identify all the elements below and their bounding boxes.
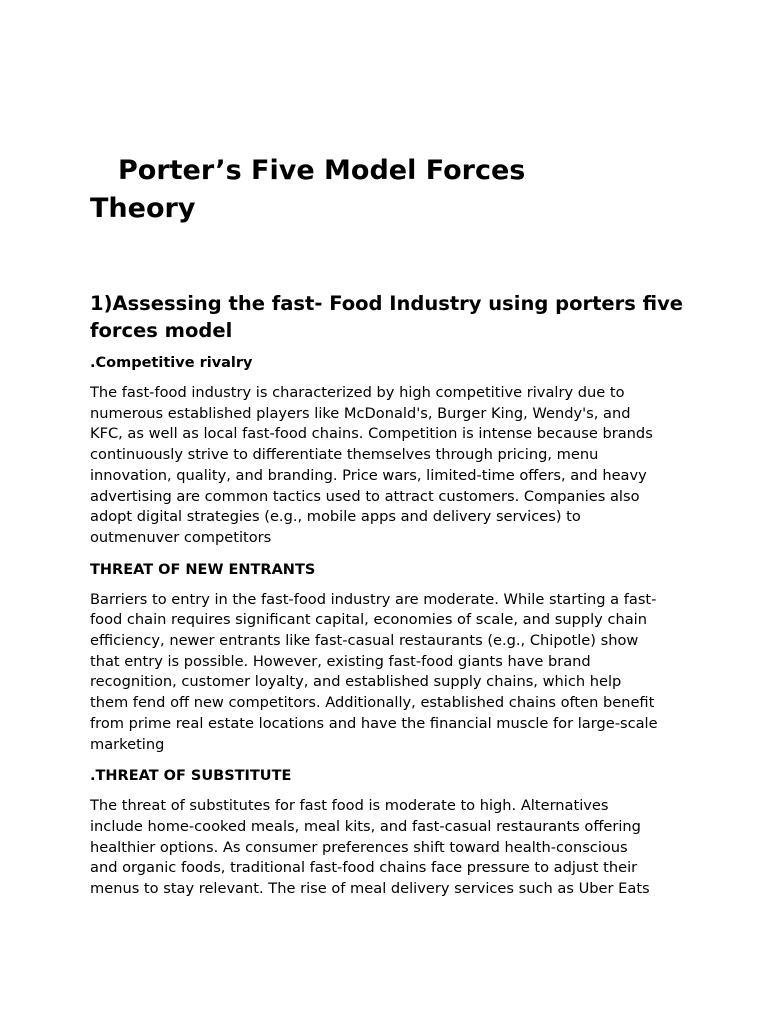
heading-threat-of-substitute: .THREAT OF SUBSTITUTE [90,768,292,785]
section-heading: 1)Assessing the fast- Food Industry using porters five forces model [90,292,684,342]
document-title [90,152,690,228]
paragraph-threat-of-new-entrants: Barriers to entry in the fast-food industry are moderate. While starting a fast- food chain requires significant capital, economies of scale, and supply chain efficiency, newer entrants like fast-casual restaurants (e.g., Chipotle) show that entry is possible. However, existing fast-food giants have brand recognition, customer loyalty, and established supply chains, which help them fend off new competitors. Additionally, established chains often benefit from prime real estate locations and have the financial muscle for large-scale marketing [90,590,658,753]
document-title-line-1: Porter’s Five Model Forces [118,155,526,186]
heading-competitive-rivalry: .Competitive rivalry [90,355,253,371]
document-content [90,152,690,900]
paragraph-competitive-rivalry: The fast-food industry is characterized by high competitive rivalry due to numerous established players like McDonald's, Burger King, Wendy's, and KFC, as well as local fast-food chains. Competition is intense because brands continuously strive to differentiate themselves through pricing, menu innovation, quality, and branding. Price wars, limited-time offers, and heavy advertising are common tactics used to attract customers. Companies also adopt digital strategies (e.g., mobile apps and delivery services) to outmenuver competitors [90,384,653,546]
heading-threat-of-new-entrants: THREAT OF NEW ENTRANTS [90,561,316,578]
document-title-line-2: Theory [90,193,196,224]
paragraph-threat-of-substitute: The threat of substitutes for fast food is moderate to high. Alternatives include home-cooked meals, meal kits, and fast-casual restaurants offering healthier options. As consumer preferences shift toward health-conscious and organic foods, traditional fast-food chains face pressure to adjust their menus to stay relevant. The rise of meal delivery services such as Uber Eats [90,797,650,898]
